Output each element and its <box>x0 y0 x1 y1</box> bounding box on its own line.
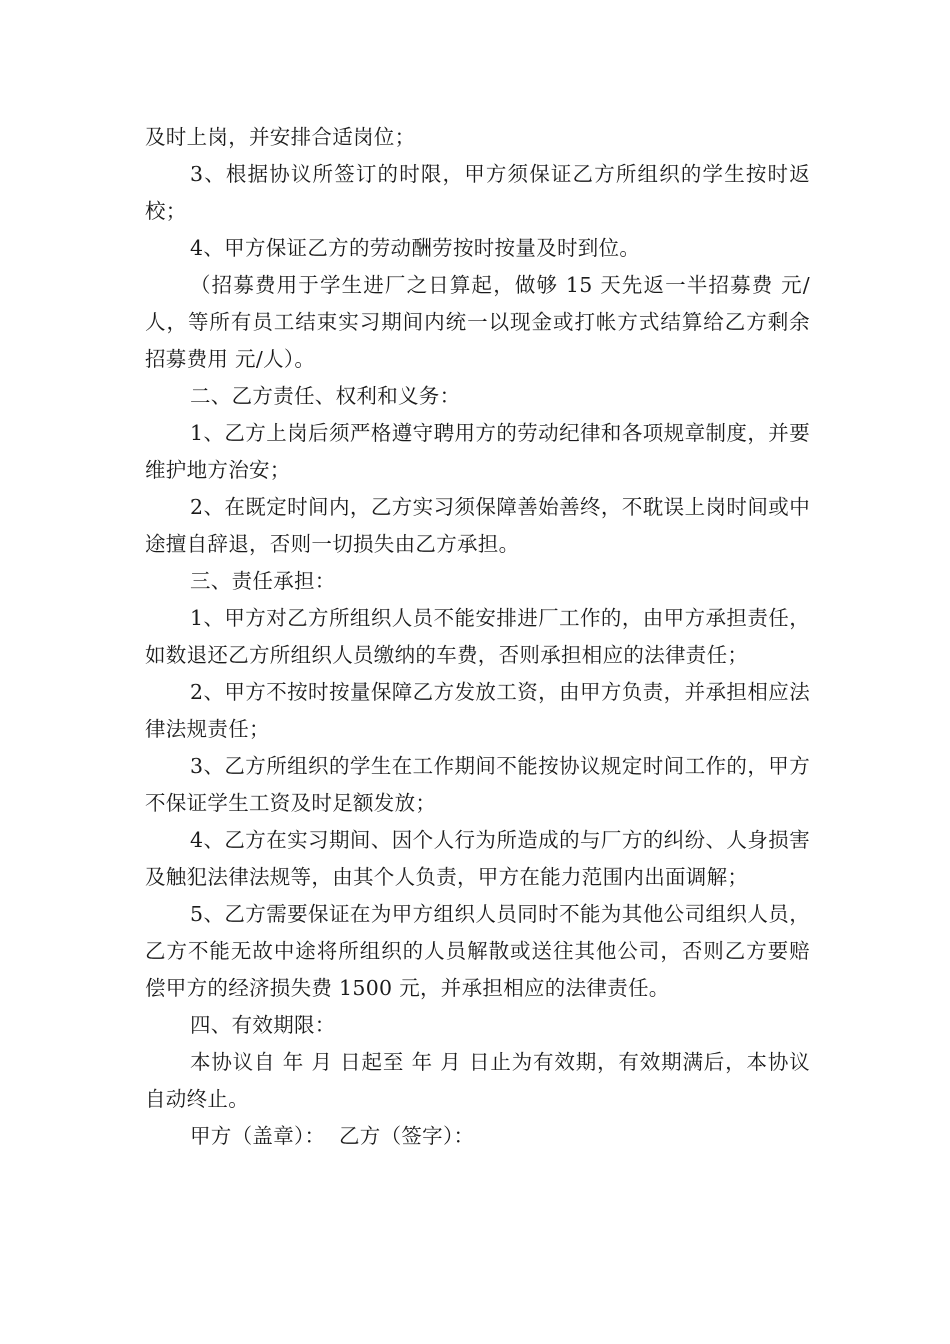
document-body <box>145 119 810 1155</box>
validity-clause: 本协议自 年 月 日起至 年 月 日止为有效期，有效期满后，本协议自动终止。 <box>145 1050 810 1111</box>
section-heading-2: 二、乙方责任、权利和义务： <box>190 384 461 408</box>
section-heading-4: 四、有效期限： <box>190 1013 336 1037</box>
clause-c3: 3、乙方所组织的学生在工作期间不能按协议规定时间工作的，甲方不保证学生工资及时足额发放； <box>145 754 810 815</box>
clause-c5: 5、乙方需要保证在为甲方组织人员同时不能为其他公司组织人员，乙方不能无故中途将所组织的人员解散或送往其他公司，否则乙方要赔偿甲方的经济损失费 1500 元，并承担相应的法律责任。 <box>145 902 810 1000</box>
section-heading-3: 三、责任承担： <box>190 569 336 593</box>
clause-b2: 2、在既定时间内，乙方实习须保障善始善终，不耽误上岗时间或中途擅自辞退，否则一切损失由乙方承担。 <box>145 495 810 556</box>
paragraph-continuation: 及时上岗，并安排合适岗位； <box>145 125 416 149</box>
signature-line: 甲方（盖章）： 乙方（签字）： <box>190 1124 475 1148</box>
recruitment-fee-note: （招募费用于学生进厂之日算起，做够 15 天先返一半招募费 元/人，等所有员工结束实习期间内统一以现金或打帐方式结算给乙方剩余招募费用 元/人）。 <box>145 273 810 371</box>
clause-a4: 4、甲方保证乙方的劳动酬劳按时按量及时到位。 <box>190 236 641 260</box>
clause-b1: 1、乙方上岗后须严格遵守聘用方的劳动纪律和各项规章制度，并要维护地方治安； <box>145 421 810 482</box>
clause-a3: 3、根据协议所签订的时限，甲方须保证乙方所组织的学生按时返校； <box>145 162 810 223</box>
clause-c4: 4、乙方在实习期间、因个人行为所造成的与厂方的纠纷、人身损害及触犯法律法规等，由其个人负责，甲方在能力范围内出面调解； <box>145 828 810 889</box>
clause-c2: 2、甲方不按时按量保障乙方发放工资，由甲方负责，并承担相应法律法规责任； <box>145 680 810 741</box>
clause-c1: 1、甲方对乙方所组织人员不能安排进厂工作的，由甲方承担责任，如数退还乙方所组织人员缴纳的车费，否则承担相应的法律责任； <box>145 606 810 667</box>
